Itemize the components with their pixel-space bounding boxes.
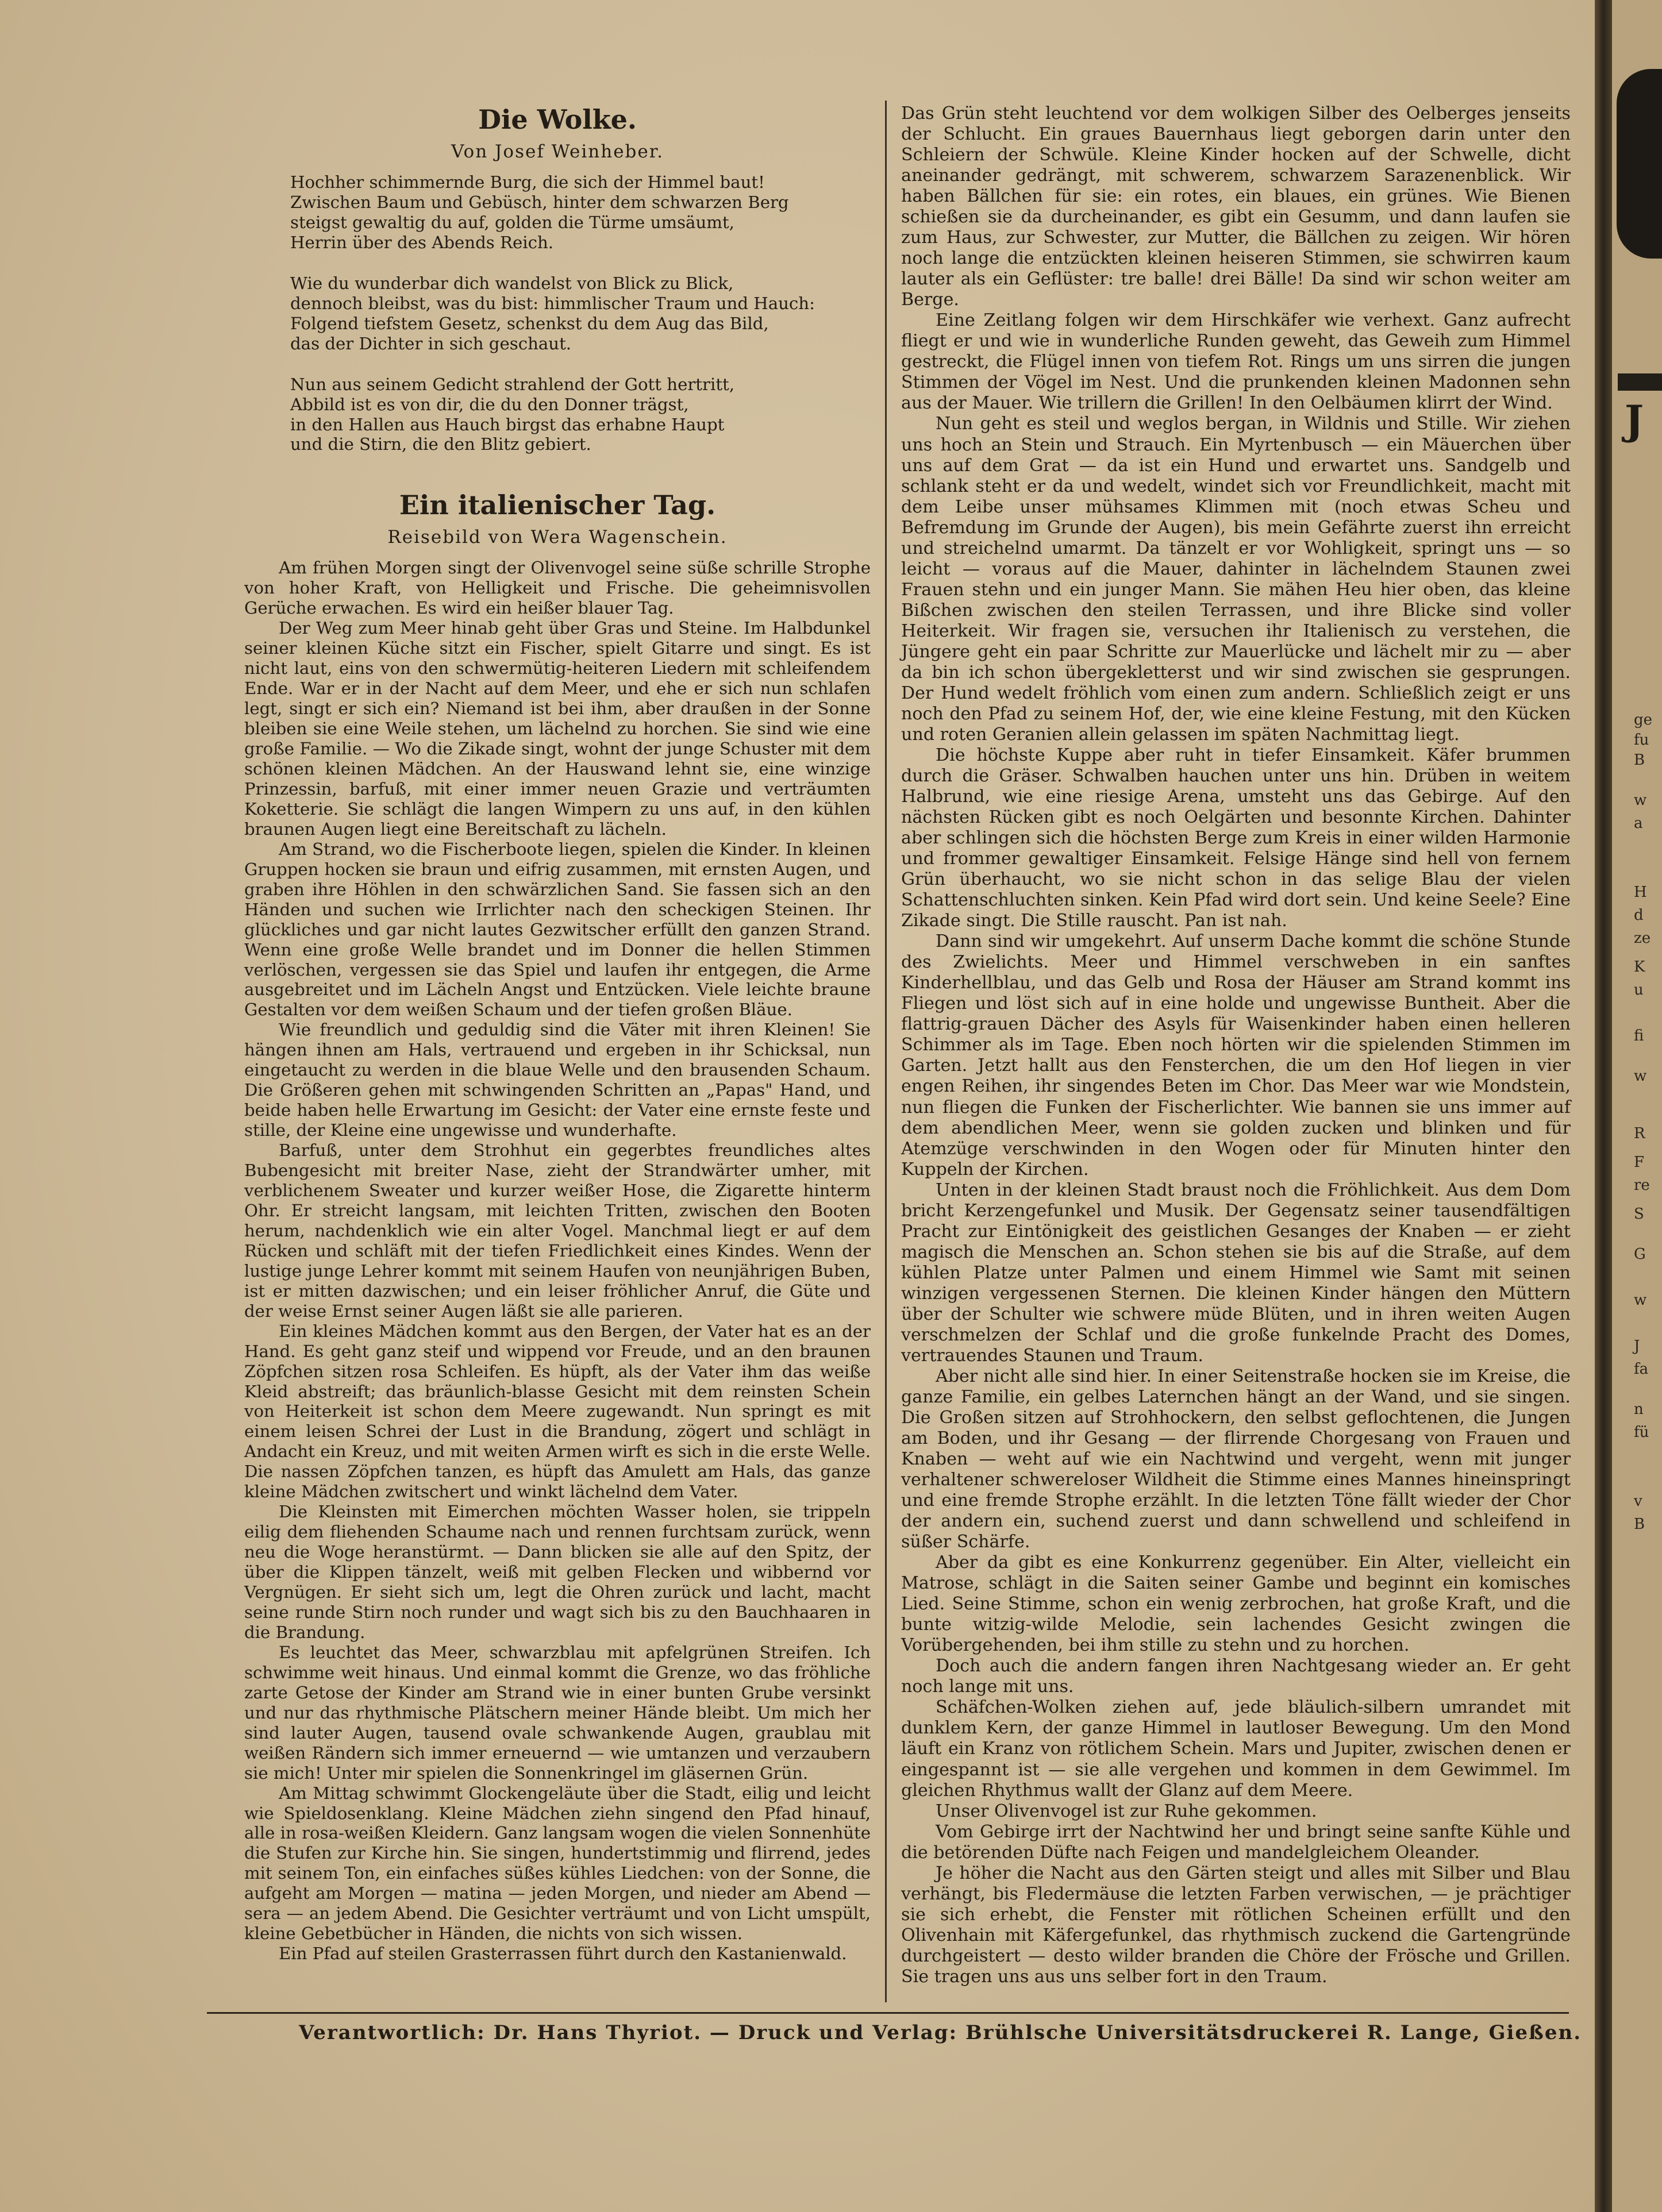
adjacent-fragment: a — [1634, 815, 1643, 832]
adjacent-fragment: n — [1634, 1401, 1644, 1418]
article-byline: Reisebild von Wera Wagenschein. — [387, 527, 728, 548]
article-paragraph: Schäfchen-Wolken ziehen auf, jede bläulich-silbern umrandet mit dunklem Kern, der ganze Himmel in lautloser Bewegung. Um den Mond läuft ein Kranz von rötlichem Schein. Mars und Jupiter, zwischen denen er eingespannt ist — sie alle vergehen und kommen in dem Gewimmel. Im gleichen Rhythmus wallt der Glanz auf dem Meere. — [901, 1697, 1571, 1801]
article-paragraph: Je höher die Nacht aus den Gärten steigt und alles mit Silber und Blau verhängt, bis Fledermäuse die letzten Farben verwischen, — je prächtiger sie sich erhebt, die Fenster mit rötlichen Scheinen erfüllt und den Olivenhain mit Käfergefunkel, das rhythmisch zuckend die Gartengründe durchgeistert — desto wilder branden die Chöre der Frösche und Grillen. Sie tragen uns aus uns selber fort in den Traum. — [901, 1863, 1571, 1987]
poem-line: Hochher schimmernde Burg, die sich der Himmel baut! — [290, 172, 765, 192]
poem-line: in den Hallen aus Hauch birgst das erhabne Haupt — [290, 414, 725, 434]
poem-line: das der Dichter in sich geschaut. — [290, 333, 572, 353]
adjacent-fragment: fi — [1634, 1027, 1644, 1045]
adjacent-page-bar — [1618, 373, 1662, 391]
article-paragraph: Aber nicht alle sind hier. In einer Seitenstraße hocken sie im Kreise, die ganze Familie, ein gelbes Laternchen hängt an der Wand, und sie singen. Die Großen sitzen auf Strohhockern, den selbst geflochtenen, die Jungen am Boden, und ihr Gesang — der flirrende Chorgesang von Frauen und Knaben — weht auf wie ein Nachtwind und vergeht, wenn mit junger verhaltener schwereloser Wildheit die Stimme eines Mannes hineinspringt und eine fremde Strophe erzählt. In die letzten Töne fällt wieder der Chor der andern ein, suchend zuerst und dann schwellend und schleifend in süßer Schärfe. — [901, 1366, 1571, 1552]
adjacent-fragment: fu — [1634, 731, 1649, 749]
poem-line: dennoch bleibst, was du bist: himmlischer Traum und Hauch: — [290, 293, 815, 313]
poem-stanza — [290, 375, 871, 455]
article-paragraph: Vom Gebirge irrt der Nachtwind her und bringt seine sanfte Kühle und die betörenden Düfte nach Feigen und mandelgleichem Oleander. — [901, 1821, 1571, 1863]
poem-title: Die Wolke. — [478, 104, 637, 135]
adjacent-fragment: w — [1634, 1292, 1647, 1309]
article-paragraph: Der Weg zum Meer hinab geht über Gras und Steine. Im Halbdunkel seiner kleinen Küche sitzt ein Fischer, spielt Gitarre und singt. Es ist nicht laut, eins von den schwermütig-heiteren Liedern mit schleifendem Ende. War er in der Nacht auf dem Meer, und ehe er sich nun schlafen legt, singt er sich ein? Niemand ist bei ihm, aber draußen in der Sonne bleiben sie eine Weile stehen, um lächelnd zu horchen. Sie sind wie eine große Familie. — Wo die Zikade singt, wohnt der junge Schuster mit dem schönen kleinen Mädchen. An der Hauswand lehnt sie, eine winzige Prinzessin, barfuß, mit einer immer neuen Grazie und verträumten Koketterie. Sie schlägt die langen Wimpern zu uns auf, in den kühlen braunen Augen liegt eine Bereitschaft zu lächeln. — [244, 618, 871, 839]
article-paragraph: Die Kleinsten mit Eimerchen möchten Wasser holen, sie trippeln eilig dem fliehenden Schaume nach und rennen furchtsam zurück, wenn neu die Woge heranstürmt. — Dann blicken sie alle auf den Spitz, der über die Klippen tänzelt, weiß mit gelben Flecken und wibbernd vor Vergnügen. Er sieht sich um, legt die Ohren zurück und lacht, macht seine runde Stirn noch runder und wagt sich bis zu den Bauchhaaren in die Brandung. — [244, 1502, 871, 1642]
article-paragraph: Ein kleines Mädchen kommt aus den Bergen, der Vater hat es an der Hand. Es geht ganz steif und wippend vor Freude, und an den braunen Zöpfchen sitzen rosa Schleifen. Es hüpft, als der Vater ihm das weiße Kleid abstreift; das bräunlich-blasse Gesicht mit dem reinsten Schein von Heiterkeit ist schon dem Meere zugewandt. Nun springt es mit einem leisen Schrei der Lust in die Brandung, zögert und schlägt in Andacht ein Kreuz, und mit weiten Armen wirft es sich in die erste Welle. Die nassen Zöpfchen tanzen, es hüpft das Amulett am Hals, das ganze kleine Mädchen zwitschert und winkt lächelnd dem Vater. — [244, 1321, 871, 1502]
article-title: Ein italienischer Tag. — [399, 490, 716, 521]
poem-stanza — [290, 172, 871, 253]
poem-line: Nun aus seinem Gedicht strahlend der Gott hertritt, — [290, 374, 735, 394]
article-paragraph: Aber da gibt es eine Konkurrenz gegenüber. Ein Alter, vielleicht ein Matrose, schlägt in die Saiten seiner Gambe und beginnt ein komisches Lied. Seine Stimme, schon ein wenig zerbrochen, hat große Kraft, und die bunte witzig-wilde Melodie, sein lachendes Gesicht zwingen die Vorübergehenden, bei ihm stille zu stehn und zu horchen. — [901, 1552, 1571, 1656]
adjacent-page-edge — [1612, 0, 1662, 2212]
adjacent-fragment: F — [1634, 1154, 1645, 1171]
column-divider — [885, 101, 887, 2002]
adjacent-fragment: K — [1634, 958, 1645, 976]
right-column — [901, 103, 1571, 1987]
adjacent-fragment: B — [1634, 1516, 1645, 1533]
article-paragraph: Es leuchtet das Meer, schwarzblau mit apfelgrünen Streifen. Ich schwimme weit hinaus. Und einmal kommt die Grenze, wo das fröhliche zarte Getose der Kinder am Strand wie in einer bunten Grube versinkt und nur das rhythmische Plätschern meiner Hände bleibt. Um mich her sind lauter Augen, tausend ovale schwankende Augen, graublau mit weißen Rändern sich immer erneuernd — wie umtanzen und verzaubern sie mich! Unter mir spielen die Sonnenkringel im gläsernen Grün. — [244, 1642, 871, 1783]
adjacent-fragment: ge — [1634, 711, 1653, 729]
article-paragraph: Eine Zeitlang folgen wir dem Hirschkäfer wie verhext. Ganz aufrecht fliegt er und wie in wunderliche Runden geweht, das Geweih zum Himmel gestreckt, die Flügel innen von tiefem Rot. Rings um uns sirren die jungen Stimmen der Vögel im Nest. Und die prunkenden kleinen Madonnen sehn aus der Mauer. Wie trillern die Grillen! In den Oelbäumen klirrt der Wind. — [901, 310, 1571, 414]
poem-line: steigst gewaltig du auf, golden die Türme umsäumt, — [290, 212, 734, 232]
article-paragraph: Dann sind wir umgekehrt. Auf unserm Dache kommt die schöne Stunde des Zwielichts. Meer und Himmel verschweben in ein sanftes Kinderhellblau, und das Gelb und Rosa der Häuser am Strand kommt ins Fliegen und löst sich auf in eine holde und ungewisse Buntheit. Aber die flattrig-grauen Dächer des Asyls für Waisenkinder haben einen helleren Schimmer als im Tage. Eben noch hörten wir die spielenden Stimmen im Garten. Jetzt hallt aus den Fensterchen, die um den Hof liegen in vier engen Reihen, ihr singendes Beten im Chor. Das Meer war wie Mondstein, nun fliegen die Funken der Fischerlichter. Wie bannen sie uns immer auf dem abendlichen Meer, wenn sie golden zucken und blinken und für Atemzüge verschwinden in den Wogen oder für Minuten hinter den Kuppeln der Kirchen. — [901, 931, 1571, 1180]
adjacent-fragment: H — [1634, 884, 1647, 901]
adjacent-fragment: R — [1634, 1125, 1645, 1142]
poem-line: Wie du wunderbar dich wandelst von Blick zu Blick, — [290, 273, 734, 293]
article-paragraph: Am frühen Morgen singt der Olivenvogel seine süße schrille Strophe von hoher Kraft, von Helligkeit und Frische. Die geheimnisvollen Gerüche erwachen. Es wird ein heißer blauer Tag. — [244, 558, 871, 618]
article-paragraph: Die höchste Kuppe aber ruht in tiefer Einsamkeit. Käfer brummen durch die Gräser. Schwalben hauchen unter uns hin. Drüben in weitem Halbrund, wie eine riesige Arena, umsteht uns das Gebirge. Auf den nächsten Rücken gibt es noch Oelgärten und besonnte Kirchen. Dahinter aber schlingen sich die höchsten Berge zum Kreis in einer wilden Harmonie und frommer gewaltiger Einsamkeit. Felsige Hänge sind hell von fernem Grün überhaucht, wo sie nicht schon in das selige Blau der vielen Schattenschluchten sinken. Kein Pfad wird dort sein. Und keine Seele? Eine Zikade singt. Die Stille rauscht. Pan ist nah. — [901, 745, 1571, 931]
adjacent-fragment: G — [1634, 1246, 1646, 1263]
poem-line: Zwischen Baum und Gebüsch, hinter dem schwarzen Berg — [290, 192, 789, 212]
adjacent-fragment: u — [1634, 981, 1644, 999]
adjacent-fragment: S — [1634, 1205, 1644, 1223]
article-paragraph: Ein Pfad auf steilen Grasterrassen führt durch den Kastanienwald. — [279, 1944, 847, 1964]
adjacent-page-initial — [1617, 69, 1662, 259]
adjacent-fragment: J — [1634, 1338, 1640, 1355]
adjacent-fragment: fa — [1634, 1361, 1649, 1378]
adjacent-fragment: re — [1634, 1177, 1650, 1194]
imprint-footer: Verantwortlich: Dr. Hans Thyriot. — Druck und Verlag: Brühlsche Universitätsdruckerei R. Lange, Gießen. — [299, 2021, 1582, 2044]
article-paragraph: Das Grün steht leuchtend vor dem wolkigen Silber des Oelberges jenseits der Schlucht. Ein graues Bauernhaus liegt geborgen darin unter den Schleiern der Schwüle. Kleine Kinder hocken auf der Schwelle, dicht aneinander gedrängt, mit schwerem, schwarzem Sarazenenblick. Wir haben Bällchen für sie: ein rotes, ein blaues, ein grünes. Wie Bienen schießen sie da durcheinander, es gibt ein Gesumm, und dann laufen sie zum Haus, zur Schwester, zur Mutter, die Bällchen zu zeigen. Wir hören noch lange die entzückten kleinen heiseren Stimmen, sie schwirren kaum lauter als ein Geflüster: tre balle! drei Bälle! Da sind wir schon weiter am Berge. — [901, 103, 1571, 310]
adjacent-fragment: fü — [1634, 1424, 1649, 1441]
adjacent-fragment: v — [1634, 1493, 1642, 1510]
article-paragraph: Unten in der kleinen Stadt braust noch die Fröhlichkeit. Aus dem Dom bricht Kerzengefunkel und Musik. Der Gegensatz seiner tausendfältigen Pracht zur Eintönigkeit des geistlichen Gesanges der Knaben — er zieht magisch die Menschen an. Schon stehen sie bis auf die Straße, auf dem kühlen Platze unter Palmen und einem Himmel wie Samt mit seinen winzigen vergessenen Sternen. Die kleinen Kinder hängen den Müttern über der Schulter wie schwere müde Blüten, und in ihren weiten Augen verschmelzen der Schlaf und die große funkelnde Pracht des Domes, vertrauendes Staunen und Traum. — [901, 1180, 1571, 1366]
article-paragraph: Am Strand, wo die Fischerboote liegen, spielen die Kinder. In kleinen Gruppen hocken sie braun und eifrig zusammen, mit ernsten Augen, und graben ihre Höhlen in den schwärzlichen Sand. Sie fassen sich an den Händen und suchen wie Irrlichter nach den scheckigen Steinen. Ihr glückliches und gar nicht lautes Gezwitscher erfüllt den ganzen Strand. Wenn eine große Welle brandet und im Donner die hellen Stimmen verlöschen, vergessen sie das Spiel und laufen ihr entgegen, die Arme ausgebreitet und im Lächeln Angst und Entzücken. Viele leichte braune Gestalten vor dem weißen Schaum und der tiefen großen Bläue. — [244, 839, 871, 1020]
poem-line: Folgend tiefstem Gesetz, schenkst du dem Aug das Bild, — [290, 313, 769, 333]
article-paragraph: Wie freundlich und geduldig sind die Väter mit ihren Kleinen! Sie hängen ihnen am Hals, vertrauend und ergeben in ihr Schicksal, nun eingetaucht zu werden in die blaue Welle und den brausenden Schaum. Die Größeren gehen mit schwingenden Schritten an „Papas" Hand, und beide haben helle Erwartung im Gesicht: der Vater eine ernste feste und stille, der Kleine eine ungewisse und wunderhafte. — [244, 1020, 871, 1140]
article-paragraph: Doch auch die andern fangen ihren Nachtgesang wieder an. Er geht noch lange mit uns. — [901, 1656, 1571, 1697]
article-text-left — [244, 558, 871, 1964]
adjacent-page-letter: J — [1625, 396, 1644, 444]
adjacent-fragment: ze — [1634, 930, 1651, 947]
poem-stanza — [290, 273, 871, 354]
poem-line: Herrin über des Abends Reich. — [290, 232, 554, 252]
article-paragraph: Am Mittag schwimmt Glockengeläute über die Stadt, eilig und leicht wie Spieldosenklang. Kleine Mädchen ziehn singend den Pfad hinauf, alle in rosa-weißen Kleidern. Ganz langsam wogen die vielen Sonnenhüte die Stufen zur Kirche hin. Sie singen, hundertstimmig und flirrend, jedes mit seinem Ton, ein einfaches süßes kühles Liedchen: von der Sonne, die aufgeht am Morgen — matina — jeden Morgen, und nieder am Abend — sera — an jedem Abend. Die Gesichter verträumt und von Licht umspült, kleine Gebetbücher in Händen, die nichts von sich wissen. — [244, 1783, 871, 1944]
adjacent-fragment: d — [1634, 907, 1644, 924]
adjacent-fragment: B — [1634, 752, 1645, 769]
poem-body — [290, 172, 871, 454]
article-paragraph: Barfuß, unter dem Strohhut ein gegerbtes freundliches altes Bubengesicht mit breiter Nase, zieht der Strandwärter umher, mit verblichenem Sweater und kurzer weißer Hose, die Zigarette hinterm Ohr. Er streicht langsam, mit leichten Tritten, zwischen den Booten herum, nachdenklich wie ein alter Vogel. Manchmal liegt er auf dem Rücken und schläft mit der tiefen Friedlichkeit eines Kindes. Wenn der lustige junge Lehrer kommt mit seinem Haufen von neunjährigen Buben, ist er mitten dazwischen; und ein leiser fröhlicher Anruf, die Güte und der weise Ernst seiner Augen läßt sie alle parieren. — [244, 1140, 871, 1321]
adjacent-fragment: w — [1634, 792, 1647, 809]
left-column — [244, 103, 871, 1964]
adjacent-fragment: w — [1634, 1068, 1647, 1085]
poem-byline: Von Josef Weinheber. — [451, 141, 664, 162]
book-spine — [1595, 0, 1612, 2212]
article-paragraph: Nun geht es steil und weglos bergan, in Wildnis und Stille. Wir ziehen uns hoch an Stein und Strauch. Ein Myrtenbusch — ein Mäuerchen über uns auf dem Grat — da ist ein Hund und erwartet uns. Sandgelb und schlank steht er da und wedelt, windet sich vor Freundlichkeit, macht mit dem Leibe unser mühsames Klimmen mit (noch etwas Scheu und Befremdung im Grunde der Augen), bis mein Gefährte zuerst ihn erreicht und streichelnd umarmt. Da tänzelt er vor Wohligkeit, springt uns — so leicht — voraus auf die Mauer, dahinter in lächelndem Staunen zwei Frauen stehn und ein junger Mann. Sie mähen Heu hier oben, das kleine Bißchen zwischen den steilen Terrassen, und ihre Blicke sind voller Heiterkeit. Wir fragen sie, versuchen ihr Italienisch zu verstehen, die Jüngere geht ein paar Schritte zur Mauerlücke und lächelt mir zu — aber da bin ich schon übergekletterst und wir sind zwischen sie gesprungen. Der Hund wedelt fröhlich vom einen zum andern. Schließlich zeigt er uns noch den Pfad zu seinem Hof, der, wie eine kleine Festung, mit den Kücken und roten Geranien allein gelassen im späten Nachmittag liegt. — [901, 414, 1571, 745]
poem-line: Abbild ist es von dir, die du den Donner trägst, — [290, 394, 689, 414]
poem-line: und die Stirn, die den Blitz gebiert. — [290, 434, 591, 454]
article-paragraph: Unser Olivenvogel ist zur Ruhe gekommen. — [936, 1801, 1317, 1821]
footer-rule — [207, 2012, 1569, 2014]
